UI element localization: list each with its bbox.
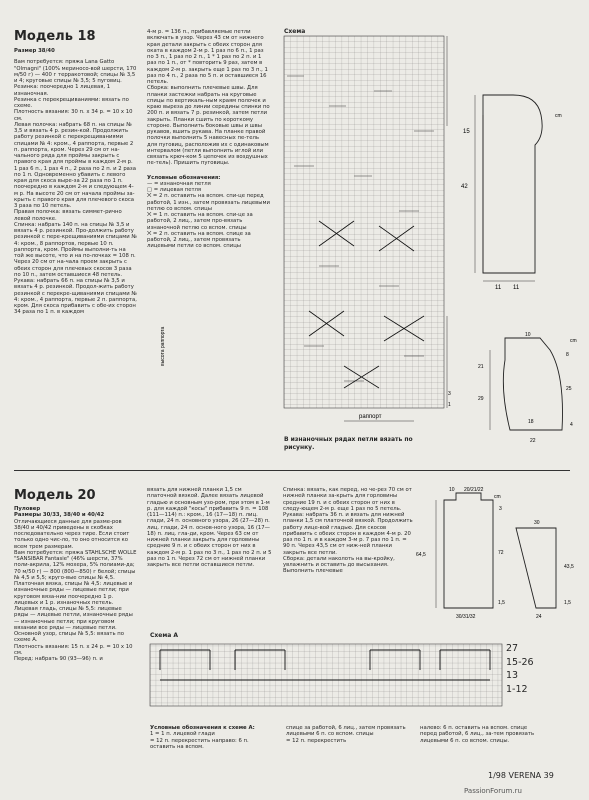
sleeve-dim: 4 xyxy=(570,422,573,428)
model-18-left-column xyxy=(14,48,137,316)
pattern-dim: cm xyxy=(494,494,501,500)
model-20-text: Платочная вязка, спицы № 4,5: лицевые и изнаночные ряды — лицевые петли; при круговом вяза-нии поочередно 1 р. лицевых и 1 р. изнаночных петель. xyxy=(14,581,133,606)
sleeve-dim: 29 xyxy=(478,396,484,402)
front-dim: 11 xyxy=(495,285,502,291)
schema-repeat-label: раппорт xyxy=(359,414,382,420)
schema-row-3: 3 xyxy=(448,391,451,397)
schema-a-legend-cont2 xyxy=(420,725,545,744)
schema-a-title: Схема А xyxy=(150,632,179,639)
model-18-text: Резинка с перекрещиваниями: вязать по схеме. xyxy=(14,96,129,109)
front-pattern xyxy=(455,85,583,295)
pattern-dim: 20/21/22 xyxy=(464,487,484,493)
schema-a-row-label: 1-12 xyxy=(506,683,528,695)
pattern-dim: 72 xyxy=(498,550,504,556)
model-18-middle-column xyxy=(147,29,270,250)
model-20-text: Сборка: детали наколоть на вы-кройку, увлажнить и оставить до высыхания. Выполнить плечевые xyxy=(283,555,395,575)
schema-a-row-labels xyxy=(506,642,534,696)
front-dim-unit: cm xyxy=(555,113,562,119)
schema-a-legend xyxy=(150,725,275,750)
pattern-dim: 43,5 xyxy=(564,564,574,570)
model-20-title: Модель 20 xyxy=(14,488,96,503)
issue-label: 1/98 VERENA xyxy=(488,771,542,780)
schema-side-label: высота раппорта xyxy=(160,326,166,366)
sleeve-dim: 25 xyxy=(566,386,572,392)
legend-item: ⨉ = 2 п. оставить на вспом. спице за работой, 2 лиц., затем провязать лицевыми петли со вспом. спицы xyxy=(147,230,251,250)
schema-title: Схема xyxy=(284,28,306,35)
sleeve-dim: 8 xyxy=(566,352,569,358)
model-20-text: Перед: набрать 90 (93—96) п. и xyxy=(14,656,103,662)
pattern-dim: 1,5 xyxy=(564,600,571,606)
model-20-text: Лицевая гладь, спицы № 5,5: лицевые ряды — лицевые петли, изнаночные ряды — изнаночные петли; при круговом вязании все ряды — лицевые петли. xyxy=(14,606,133,631)
front-dim: 11 xyxy=(513,285,520,291)
sleeve-dim: 10 xyxy=(525,332,531,338)
schema-caption: В изнаночных рядах петли вязать по рисунку. xyxy=(284,436,413,451)
model-20-intro: Пуловер xyxy=(14,506,41,512)
model-20-text: Вам потребуется: пряжа STAHLSCHE WOLLE "SANSIBAR Fantasie" (46% шерсти, 37% поли-акрила, 12% мохера, 5% полиами-да; 70 м/50 г) — 800 (800—850) г белой; спицы № 4,5 и 5,5; круго-вые спицы № 4,5. xyxy=(14,549,137,581)
pattern-dim: 1,5 xyxy=(498,600,505,606)
model-18-text: Рукава: набрать 66 п. на спицы № 3,5 и вязать 4 р. резинкой. Продол-жить работу резинкой с перекре-щиваниями спицами № 4: кром., 4 раппорта, первые 2 п. раппорта, кром. Для скоса прибавить с обе-их сторон 34 раза по 1 п. в каждом xyxy=(14,278,137,316)
schema-a-legend-item: 1 = 1 п. лицевой глади xyxy=(150,731,215,738)
model-18-legend-title: Условные обозначения: xyxy=(147,174,221,181)
model-18-text: Спинка: набрать 140 п. на спицы № 3,5 и вязать 4 р. резинкой. Про-должить работу резинкой с пере-крещиваниями спицами № 4: кром., 8 раппортов, первые 10 п. раппорта, кром. Проймы выполни-ть на той же высоте, что и на по-лочках = 108 п. Через 20 см от на-чала проем закрыть с обеих сторон для плечевых скосов 3 раза по 10 п., затем оставшиеся 48 петель. xyxy=(14,221,137,278)
model-18-text: Плотность вязания: 30 п. x 34 р. = 10 x 10 см. xyxy=(14,109,133,122)
model-20-text: Отличающиеся данные для разме-ров 38/40 и 40/42 приведены в скобках последовательно через тире. Если стоит только одно чис-ло, то оно относится ко всем трем размерам. xyxy=(14,518,130,550)
pattern-dim: 10 xyxy=(449,487,455,493)
pattern-dim: 3 xyxy=(499,506,502,512)
sleeve-dim: 21 xyxy=(478,364,484,370)
pattern-dim: 30/31/32 xyxy=(456,614,476,620)
schema-a-legend-item: спице за работой, 6 лиц., затем провязать лицевыми 6 п. со вспом. спицы xyxy=(286,725,406,738)
watermark: PassionForum.ru xyxy=(464,787,522,795)
sleeve-dim: cm xyxy=(570,338,577,344)
model-18-text: Вам потребуется: пряжа Lana Gatto "Olmagni" (100% мериносо-вой шерсти, 170 м/50 г) — 400 г терракотовой; спицы № 3,5 и 4; круговые спицы № 3,5; 5 пуговиц. xyxy=(14,59,137,84)
schema-a-row-label: 27 xyxy=(506,643,519,654)
schema-a-legend-item: = 12 п. перекрестить направо: 6 п. оставить на вспом. xyxy=(150,737,249,750)
model-20-text: Основной узор, спицы № 5,5: вязать по схеме A. xyxy=(14,631,124,644)
legend-item: — = изнаночная петля xyxy=(147,180,211,187)
model-20-text: вязать для нижней планки 1,5 см платочной вязкой. Далее вязать лицевой гладью и основным узо-ром, при этом в 1-м р. для каждой "косы" прибавить 9 п. = 108 (111—114) п.: кром., 16 (17—18) п. лиц. глади, 24 п. основного узора, 26 (27—28) п. лиц. глади, 24 п. основ-ного узора, 16 (17—18) п. лиц. гла-ди, кром. Через 63 см от нижней планки закрыть для горловины средние 9 п. и с обеих сторон от них в каждом 2-м р. 1 раз по 3 п., 1 раз по 2 п. и 5 раз по 1 п. Через 72 см от нижней планки закрыть все петли оставшиеся петли. xyxy=(147,487,272,568)
model-20-middle-column xyxy=(147,487,272,568)
sleeve-pattern xyxy=(470,330,585,445)
sleeve-dim: 22 xyxy=(530,438,536,444)
legend-item: ⨉ = 1 п. оставить на вспом. спи-це за работой, 2 лиц., затем про-вязать изнаночной петлю со вспом. спицы xyxy=(147,212,253,231)
page-footer xyxy=(488,771,554,780)
section-divider xyxy=(14,470,570,471)
legend-item: □ = лицевая петля xyxy=(147,187,202,193)
legend-item: ⨉ = 2 п. оставить на вспом. спи-це перед работой, 1 изн., затем провязать лицевыми петлю со вспом. спицы xyxy=(147,193,270,212)
page-number: 39 xyxy=(543,771,554,780)
model-18-text: Резинка: поочередно 1 лицевая, 1 изнаночная. xyxy=(14,84,111,97)
schema-a-row-label: 13 xyxy=(506,670,519,681)
model-18-text: Левая полочка: набрать 68 п. на спицы № 3,5 и вязать 4 р. резин-кой. Продолжить работу резинкой с перекрещиваниями спицами № 4: кром., 4 раппорта, первые 2 п. раппорта, кром. Через 29 см от на-чального ряда для проймы закрыть с правого края для проймы в каждом 2-м р. 1 раз 6 п., 1 раз 4 п., 2 раза по 2 п. и 2 раза по 1 п. Одновременно убавить с левого края для скоса выре-за 22 раза по 1 п. поочередно в каждом 2-м и следующем 4-м р. На высоте 20 см от начала проймы за-крыть с правого края для плечевого скоса 3 раза по 10 петель. xyxy=(14,121,136,209)
model-20-right-column xyxy=(283,487,413,575)
model-20-pattern xyxy=(416,488,586,623)
model-18-size: Размер 38/40 xyxy=(14,48,55,54)
schema-a-legend-cont xyxy=(286,725,411,744)
sleeve-dim: 18 xyxy=(528,419,534,425)
schema-a-legend-item: налево: 6 п. оставить на вспом. спице перед работой, 6 лиц., за-тем провязать лицевыми 6 п. со вспом. спицы. xyxy=(420,725,535,744)
schema-row-1: 1 xyxy=(448,402,451,408)
front-dim: 15 xyxy=(463,129,470,135)
model-20-left-column xyxy=(14,506,137,662)
schema-a-grid xyxy=(150,640,505,715)
model-18-text: 4-м р. = 136 п., прибавляемые петли включать в узор. Через 43 см от нижнего края детали закрыть с обеих сторон для оката в каждом 2-м р. 1 раз по 6 п., 1 раз по 3 п., 1 раз по 2 п., 1 * 1 раз по 2 п. и 1 раз по 1 п., от * повторить 9 раз, затем в каждом 2-м р. закрыть еще 1 раз по 3 п., 1 раз по 4 п., 2 раза по 5 п. и оставшиеся 16 петель. xyxy=(147,29,268,85)
pattern-dim: 30 xyxy=(534,520,540,526)
schema-a-legend-title: Условные обозначения к схеме А: xyxy=(150,725,255,731)
front-dim: 42 xyxy=(461,184,468,190)
model-18-text: Правая полочка: вязать симмет-рично левой полочке. xyxy=(14,209,122,222)
schema-a-row-label: 15-26 xyxy=(506,656,534,668)
model-20-size: Размеры 30/33, 38/40 и 40/42 xyxy=(14,512,105,519)
model-18-text: Сборка: выполнить плечевые швы. Для планки застежки набрать на круговые спицы по вертикаль-ным краям полочек и краю выреза до линии середины спинки по 200 п. и вязать 7 р. резинкой, затем петли закрыть. Планки сшить по короткому стороне. Выполнить боковые швы и швы рукавов, вшить рукава. На планке правой полочки выполнить 5 навесных пе-тель для пуговиц, расположив их с одинаковым интервалом (петли выполнить иглой или связать крюч-ком 5 цепочек из воздушных пе-тель). Пришить пуговицы. xyxy=(147,85,270,167)
model-18-title: Модель 18 xyxy=(14,29,96,44)
model-20-text: Плотность вязания: 15 п. x 24 р. = 10 x 10 см. xyxy=(14,643,133,656)
model-20-text: Спинка: вязать, как перед, но че-рез 70 см от нижней планки за-крыть для горловины средние 19 п. и с обеих сторон от них в следу-ющем 2-м р. еще 1 раз по 5 петель. xyxy=(283,487,412,512)
pattern-dim: 64,5 xyxy=(416,552,426,558)
pattern-dim: 24 xyxy=(536,614,542,620)
model-20-text: Рукава: набрать 36 п. и вязать для нижней планки 1,5 см платочной вязкой. Продолжить работу лице-вой гладью. Для скосов прибавить с обеих сторон в каждом 4-м р. 20 раз по 1 п. и в каждом 3-м р. 7 раз по 1 п. = 90 п. Через 43,5 см от ниж-ней планки закрыть все петли. xyxy=(283,512,413,556)
schema-a-legend-item: = 12 п. перекрестить xyxy=(286,737,347,744)
